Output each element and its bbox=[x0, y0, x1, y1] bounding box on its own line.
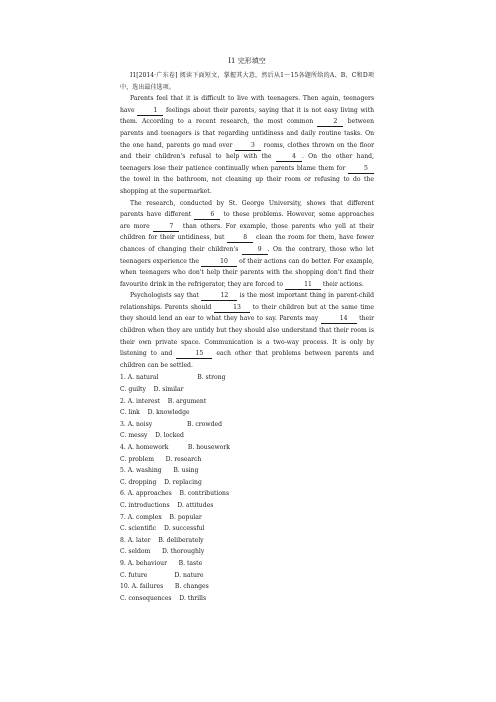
blank-2: 2 bbox=[317, 118, 343, 127]
passage-text: their children when they are untidy but they should also understand that their room is their own private space. Communication is a two-way process. It is only by listening to and bbox=[120, 315, 374, 358]
passage-text: . On the other hand, teenagers lose their patience continually when parents blame them for bbox=[120, 153, 374, 172]
passage-text: rooms, clothes thrown on the floor and their children's refusal to help with the bbox=[120, 141, 375, 161]
blank-11: 11 bbox=[285, 281, 321, 290]
passage-text: of their actions can do better. For example, when teenagers who don't help their parents with the shopping don't find their favourite drink in the refrigerator, they are forced to bbox=[120, 257, 374, 288]
blank-9: 9 bbox=[242, 246, 268, 255]
option-line: 3. A. noisy B. crowded bbox=[120, 420, 222, 428]
option-line: 2. A. interest B. argument bbox=[120, 397, 207, 405]
blank-10: 10 bbox=[201, 258, 237, 267]
option-line: 5. A. washing B. using bbox=[120, 467, 199, 475]
blank-1: 1 bbox=[137, 107, 163, 116]
passage bbox=[120, 93, 374, 371]
blank-12: 12 bbox=[201, 292, 237, 301]
option-line: 7. A. complex B. popular bbox=[120, 513, 202, 521]
blank-7: 7 bbox=[153, 223, 179, 232]
passage-text: to their children but at the same time they should lend an ear to what they have to say. Parents may bbox=[120, 303, 374, 323]
option-line: 6. A. approaches B. contributions bbox=[120, 490, 230, 498]
blank-13: 13 bbox=[214, 304, 250, 313]
passage-paragraph bbox=[120, 93, 374, 197]
blank-8: 8 bbox=[227, 234, 253, 243]
option-line: C. link D. knowledge bbox=[120, 409, 190, 417]
blank-14: 14 bbox=[321, 315, 357, 324]
option-line: C. consequences D. thrills bbox=[120, 594, 207, 602]
option-line: C. dropping D. replacing bbox=[120, 478, 202, 486]
section-title: I1 完形填空 bbox=[228, 57, 266, 65]
option-line: C. seldom D. thoroughly bbox=[120, 548, 205, 556]
passage-text: the towel in the bathroom, not cleaning up their room or refusing to do the shopping at the supermarket. bbox=[120, 176, 374, 195]
blank-15: 15 bbox=[176, 350, 212, 359]
passage-text: each other that problems between parents and children can be settled. bbox=[120, 350, 374, 369]
passage-text: to these problems. However, some approaches are more bbox=[120, 211, 374, 230]
document-page bbox=[120, 56, 374, 604]
question-intro: I1[2014·广东卷] 阅读下面短文，掌握其大意，然后从1～15各题所给的A、B、C和D项中，选出最佳选项。 bbox=[120, 72, 374, 91]
option-line: C. messy D. locked bbox=[120, 432, 184, 440]
blank-3: 3 bbox=[235, 142, 261, 151]
blank-6: 6 bbox=[194, 211, 220, 220]
passage-text: Psychologists say that bbox=[130, 292, 202, 300]
blank-5: 5 bbox=[348, 165, 374, 174]
options-list bbox=[120, 372, 374, 604]
passage-text: The research, conducted by St. George University, shows that different parents have different bbox=[120, 199, 374, 219]
option-line: C. scientific D. successful bbox=[120, 525, 205, 533]
option-line: 8. A. later B. deliberately bbox=[120, 536, 204, 544]
option-line: C. future D. nature bbox=[120, 571, 204, 579]
passage-paragraph bbox=[120, 198, 374, 291]
option-line: 9. A. behaviour B. taste bbox=[120, 559, 203, 567]
blank-4: 4 bbox=[276, 153, 302, 162]
passage-paragraph bbox=[120, 290, 374, 371]
option-line: 1. A. natural B. strong bbox=[120, 374, 226, 382]
passage-text: feelings about their parents, saying that it is not easy living with them. According to a recent research, the most common bbox=[120, 106, 374, 126]
passage-text: Parents feel that it is difficult to live with teenagers. Then again, teenagers have bbox=[120, 95, 374, 114]
passage-text: their actions. bbox=[320, 280, 364, 288]
passage-text: . On the contrary, those who let teenagers experience the bbox=[120, 245, 374, 265]
passage-text: than others. For example, those parents who yell at their children for their untidiness, but bbox=[120, 222, 375, 242]
option-line: C. guilty D. similar bbox=[120, 386, 184, 394]
option-line: 4. A. homework B. housework bbox=[120, 444, 230, 451]
passage-text: is the most important thing in parent-child relationships. Parents should bbox=[120, 292, 374, 311]
option-line: C. introductions D. attitudes bbox=[120, 501, 214, 509]
option-line: 10. A. failures B. changes bbox=[120, 583, 209, 591]
option-line: C. problem D. research bbox=[120, 455, 202, 463]
passage-text: between parents and teenagers is that regarding untidiness and daily routine tasks. On the one hand, parents go mad over bbox=[120, 118, 374, 149]
passage-text: clean the room for them, have fewer chances of changing their children's bbox=[120, 234, 374, 253]
